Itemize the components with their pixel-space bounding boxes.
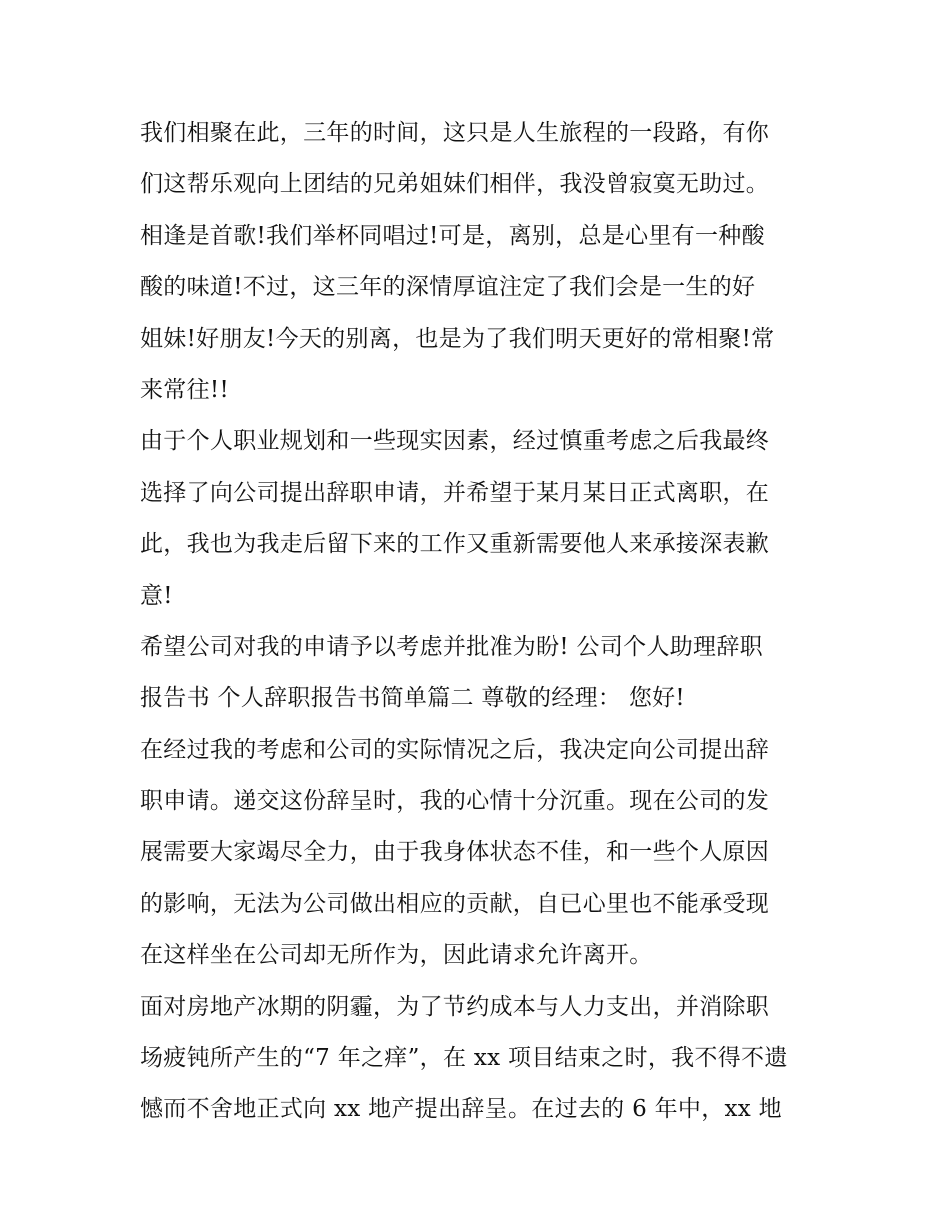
text-line-1: 我们相聚在此，三年的时间，这只是人生旅程的一段路，有你 <box>140 120 770 146</box>
text-line-10: 意! <box>140 582 173 609</box>
text-line-11: 希望公司对我的申请予以考虑并批准为盼! 公司个人助理辞职 <box>140 633 763 660</box>
text-line-3: 相逢是首歌!我们举杯同唱过!可是，离别，总是心里有一种酸 <box>140 222 765 249</box>
text-line-6: 来常往!! <box>140 376 229 403</box>
text-line-12: 报告书 个人辞职报告书简单篇二 尊敬的经理： 您好! <box>140 685 685 712</box>
text-line-7: 由于个人职业规划和一些现实因素，经过慎重考虑之后我最终 <box>140 428 770 455</box>
text-line-15: 展需要大家竭尽全力，由于我身体状态不佳，和一些个人原因 <box>140 839 770 866</box>
document-body <box>140 108 812 1136</box>
text-line-4: 酸的味道!不过，这三年的深情厚谊注定了我们会是一生的好 <box>140 274 756 301</box>
text-line-18: 面对房地产冰期的阴霾，为了节约成本与人力支出，并消除职 <box>140 993 770 1020</box>
text-line-20: 憾而不舍地正式向 xx 地产提出辞呈。在过去的 6 年中，xx 地 <box>140 1096 782 1123</box>
text-line-14: 职申请。递交这份辞呈时，我的心情十分沉重。现在公司的发 <box>140 788 770 815</box>
text-line-16: 的影响，无法为公司做出相应的贡献，自已心里也不能承受现 <box>140 890 770 917</box>
text-line-19: 场疲钝所产生的“7 年之痒”，在 xx 项目结束之时，我不得不遗 <box>140 1045 788 1072</box>
text-line-9: 此，我也为我走后留下来的工作又重新需要他人来承接深表歉 <box>140 531 770 558</box>
text-line-8: 选择了向公司提出辞职申请，并希望于某月某日正式离职，在 <box>140 479 770 506</box>
text-line-5: 姐妹!好朋友!今天的别离，也是为了我们明天更好的常相聚!常 <box>140 325 775 352</box>
text-line-17: 在这样坐在公司却无所作为，因此请求允许离开。 <box>140 942 653 969</box>
text-line-13: 在经过我的考虑和公司的实际情况之后，我决定向公司提出辞 <box>140 736 770 763</box>
text-line-2: 们这帮乐观向上团结的兄弟姐妹们相伴，我没曾寂寞无助过。 <box>140 171 770 198</box>
